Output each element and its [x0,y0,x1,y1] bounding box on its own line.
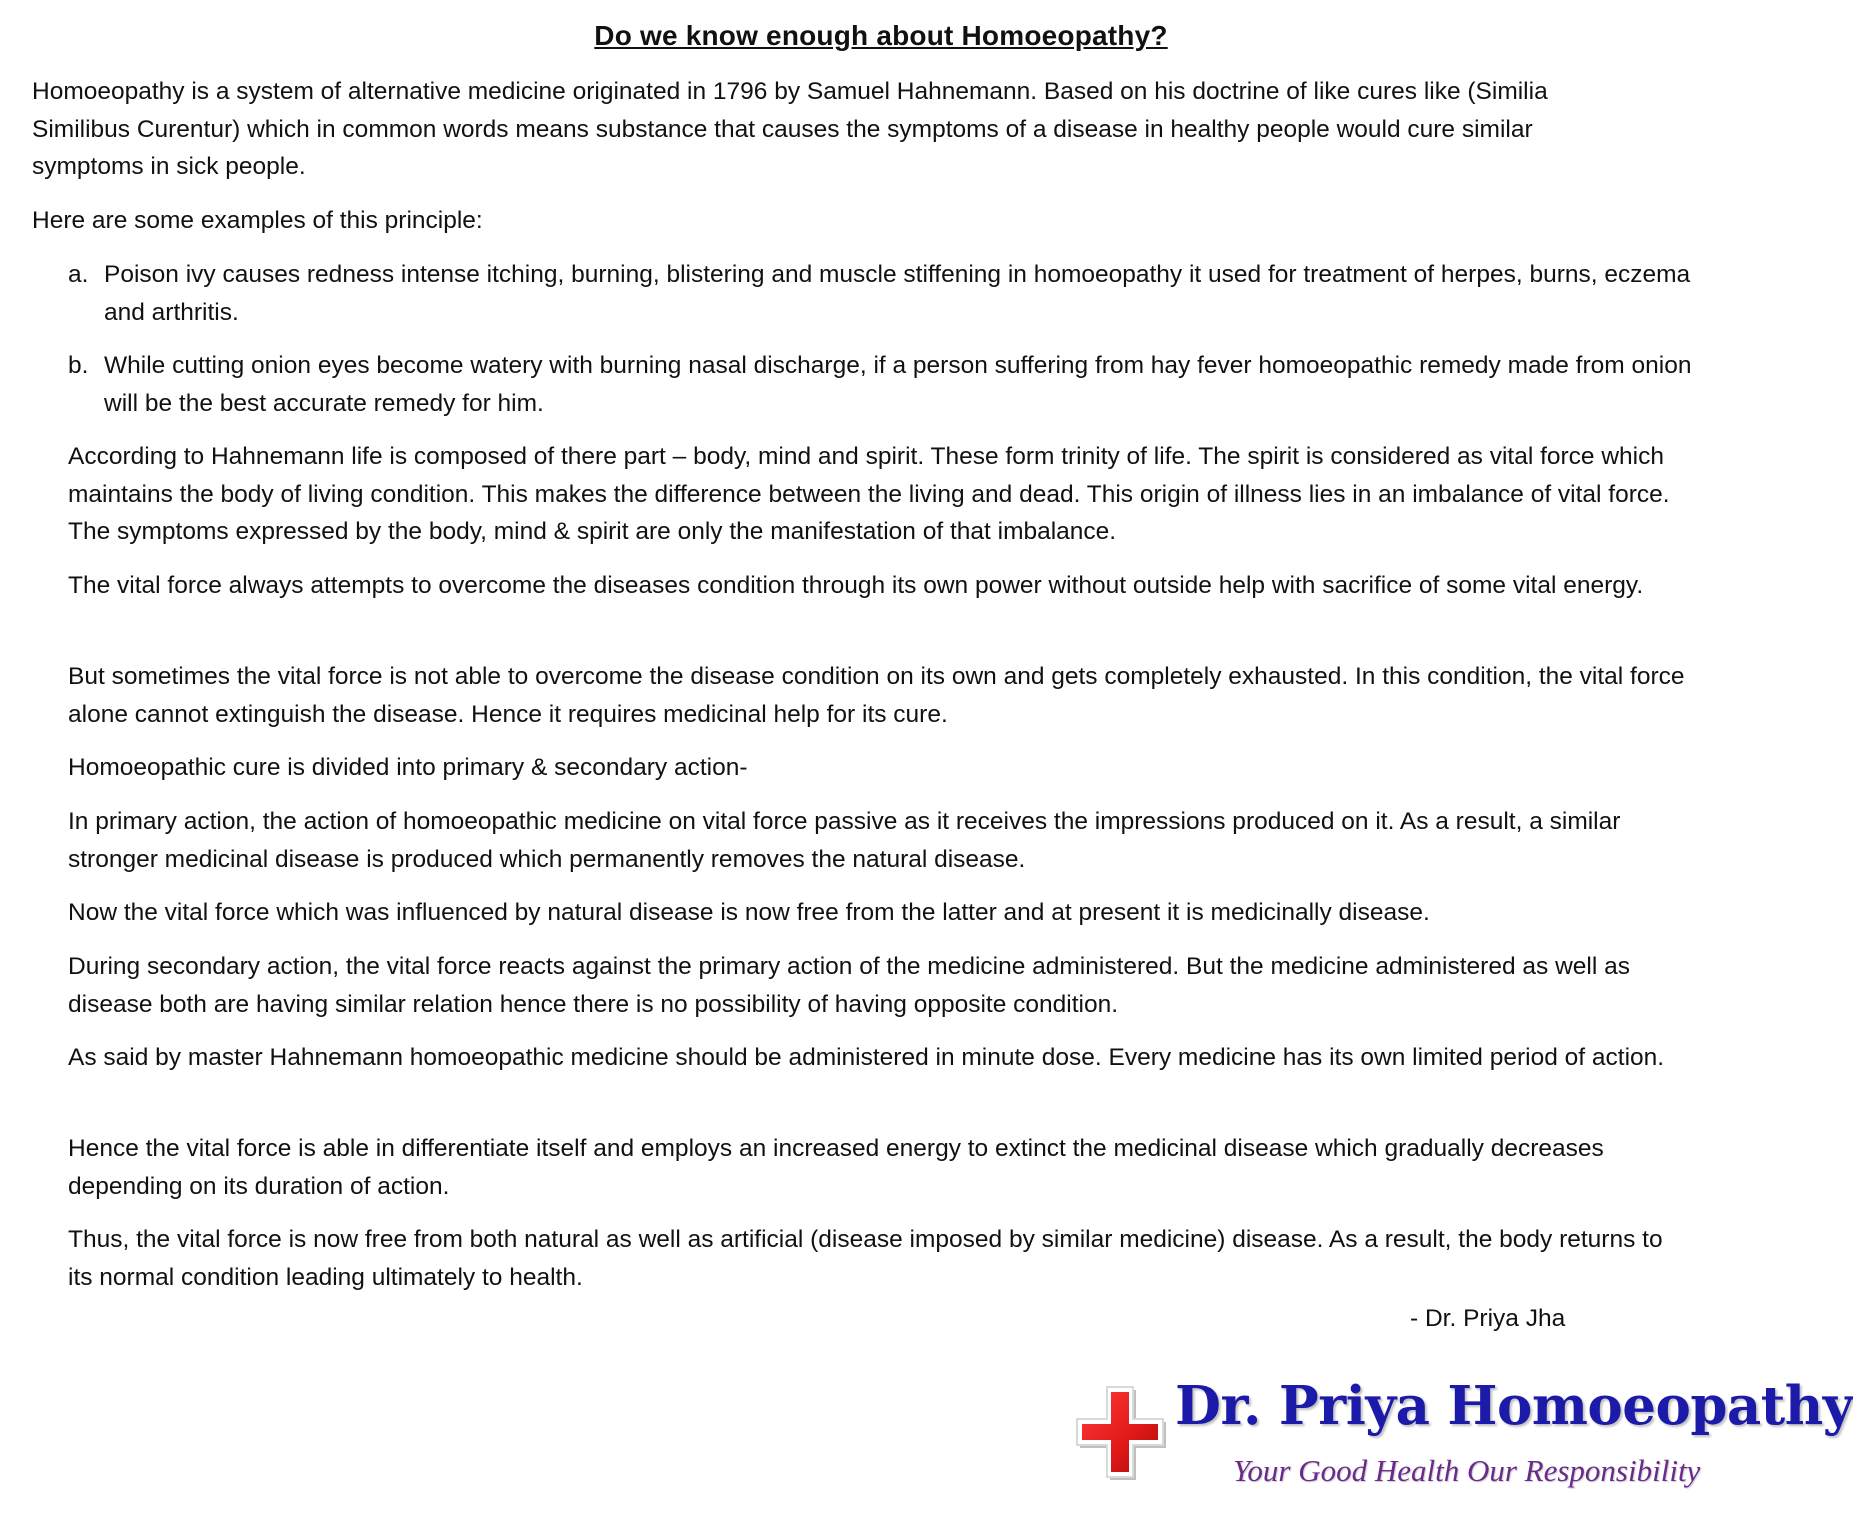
author-signature: - Dr. Priya Jha [1410,1305,1566,1332]
body-paragraph: In primary action, the action of homoeopathic medicine on vital force passive as it receives the impressions produced on it. As a result, a similar stronger medicinal disease is produced which permanently removes the natural disease. [68,808,1621,873]
body-paragraph: Homoeopathic cure is divided into primary & secondary action- [68,754,748,781]
clinic-logo [1075,1375,1853,1505]
body-paragraph: As said by master Hahnemann homoeopathic medicine should be administered in minute dose. Every medicine has its own limited period of action. [68,1044,1665,1071]
body-paragraph: The vital force always attempts to overcome the diseases condition through its own power without outside help with sacrifice of some vital energy. [68,572,1644,599]
logo-tagline: Your Good Health Our Responsibility [1233,1453,1701,1488]
body-paragraph: According to Hahnemann life is composed of there part – body, mind and spirit. These form trinity of life. The spirit is considered as vital force which maintains the body of living condition. This makes the difference between the living and dead. This origin of illness lies in an imbalance of vital force. The symptoms expressed by the body, mind & spirit are only the manifestation of that imbalance. [68,443,1670,545]
body-paragraph: But sometimes the vital force is not able to overcome the disease condition on its own and gets completely exhausted. In this condition, the vital force alone cannot extinguish the disease. Hence it requires medicinal help for its cure. [68,663,1685,728]
list-item-text: Poison ivy causes redness intense itching, burning, blistering and muscle stiffening in homoeopathy it used for treatment of herpes, burns, eczema and arthritis. [104,261,1691,326]
list-item-text: While cutting onion eyes become watery with burning nasal discharge, if a person suffering from hay fever homoeopathic remedy made from onion will be the best accurate remedy for him. [104,352,1692,417]
list-marker: a. [68,261,89,288]
body-paragraph: Hence the vital force is able in differentiate itself and employs an increased energy to extinct the medicinal disease which gradually decreases depending on its duration of action. [68,1135,1604,1200]
examples-heading: Here are some examples of this principle: [32,207,483,234]
list-item [68,347,1708,423]
logo-name: Dr. Priya Homoeopathy [1175,1375,1853,1437]
document-title: Do we know enough about Homoeopathy? [594,20,1168,51]
medical-cross-icon [1075,1383,1165,1481]
list-item [68,256,1708,332]
body-paragraph: During secondary action, the vital force reacts against the primary action of the medicine administered. But the medicine administered as well as disease both are having similar relation hence there is no possibility of having opposite condition. [68,953,1630,1018]
intro-paragraph: Homoeopathy is a system of alternative medicine originated in 1796 by Samuel Hahnemann. Based on his doctrine of like cures like (Similia Similibus Curentur) which in common words means substance that causes the symptoms of a disease in healthy people would cure similar symptoms in sick people. [32,78,1548,180]
list-marker: b. [68,352,89,379]
body-paragraph: Thus, the vital force is now free from both natural as well as artificial (disease imposed by similar medicine) disease. As a result, the body returns to its normal condition leading ultimately to health. [68,1226,1663,1291]
body-paragraph: Now the vital force which was influenced by natural disease is now free from the latter and at present it is medicinally disease. [68,899,1430,926]
